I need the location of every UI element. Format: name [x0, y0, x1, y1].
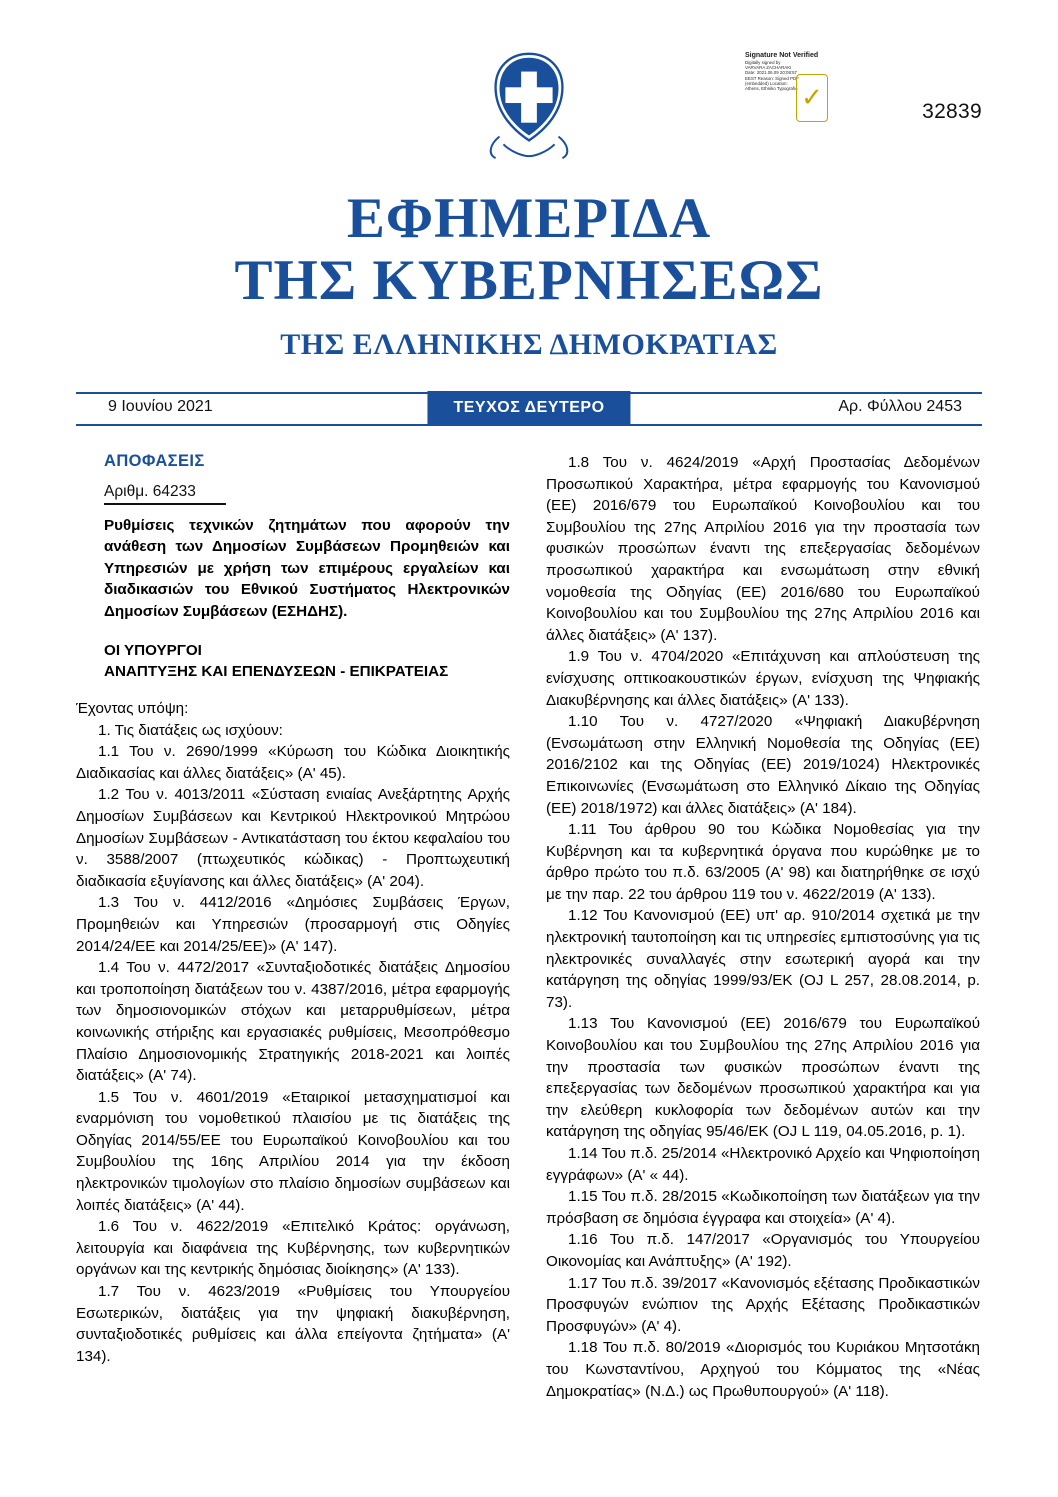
issue-info-bar	[76, 392, 982, 426]
publication-subtitle: ΤΗΣ ΕΛΛΗΝΙΚΗΣ ΔΗΜΟΚΡΑΤΙΑΣ	[280, 328, 778, 361]
publication-title-line1: ΕΦΗΜΕΡΙΔΑ	[346, 187, 712, 250]
signature-stamp	[745, 52, 830, 142]
paragraph: 1.16 Του π.δ. 147/2017 «Οργανισμός του Υπουργείου Οικονομίας και Ανάπτυξης» (Α' 192).	[546, 1231, 980, 1270]
paragraph: 1.9 Του ν. 4704/2020 «Επιτάχυνση και απλούστευση της ενίσχυσης οπτικοακουστικών έργων, ενίσχυση της Ψηφιακής Διακυβέρνησης και άλλες διατάξεις» (Α' 133).	[546, 648, 980, 709]
issue-type-badge: ΤΕΥΧΟΣ ΔΕΥΤΕΡΟ	[427, 391, 630, 424]
page-number: 32839	[922, 100, 982, 123]
publication-title-line2: ΤΗΣ ΚΥΒΕΡΝΗΣΕΩΣ	[234, 249, 824, 312]
paragraph: 1.12 Του Κανονισμού (ΕΕ) υπ' αρ. 910/2014 σχετικά με την ηλεκτρονική ταυτοποίηση και τις υπηρεσίες εμπιστοσύνης για τις ηλεκτρονικές συναλλαγές στην εσωτερική αγορά και την κατάργηση της οδηγίας 1999/93/ΕΚ (OJ L 257, 28.08.2014, p. 73).	[546, 907, 980, 1011]
signature-stamp-body: Digitally signed by VARVARA ZACHARAKI Date: 2021.06.09 20:08:57 EEST Reason: Signed PDF (embedded) Location: Athens, Ethniko Typografio	[745, 60, 799, 92]
paragraph: 1.11 Του άρθρου 90 του Κώδικα Νομοθεσίας για την Κυβέρνηση και τα κυβερνητικά όργανα που κυρώθηκε με το άρθρο πρώτο του π.δ. 63/2005 (Α' 98) και διατηρήθηκε σε ισχύ με την παρ. 22 του άρθρου 119 του ν. 4622/2019 (Α' 133).	[546, 821, 980, 903]
right-column	[546, 452, 980, 1402]
ministers-heading-line1: ΟΙ ΥΠΟΥΡΓΟΙ	[104, 642, 202, 659]
masthead	[0, 0, 1058, 362]
ministers-heading-line2: ΑΝΑΠΤΥΞΗΣ ΚΑΙ ΕΠΕΝΔΥΣΕΩΝ - ΕΠΙΚΡΑΤΕΙΑΣ	[104, 663, 449, 680]
greek-coat-of-arms-icon	[470, 46, 588, 164]
paragraph: 1.18 Του π.δ. 80/2019 «Διορισμός του Κυριάκου Μητσοτάκη του Κωνσταντίνου, Αρχηγού του Κόμματος της «Νέας Δημοκρατίας» (Ν.Δ.) ως Πρωθυπουργού» (Α' 118).	[546, 1339, 980, 1400]
paragraph: 1. Τις διατάξεις ως ισχύουν:	[98, 721, 283, 739]
paragraph: 1.17 Του π.δ. 39/2017 «Κανονισμός εξέτασης Προδικαστικών Προσφυγών ενώπιον της Αρχής Εξέτασης Προδικαστικών Προσφυγών» (Α' 4).	[546, 1274, 980, 1335]
decision-number: Αριθμ. 64233	[104, 483, 196, 500]
paragraph: 1.6 Του ν. 4622/2019 «Επιτελικό Κράτος: οργάνωση, λειτουργία και διαφάνεια της Κυβέρνησης, των κυβερνητικών οργάνων και της κεντρικής δημόσιας διοίκησης» (Α' 133).	[76, 1218, 510, 1279]
issue-sheet-number: Αρ. Φύλλου 2453	[838, 398, 962, 415]
paragraph: 1.2 Του ν. 4013/2011 «Σύσταση ενιαίας Ανεξάρτητης Αρχής Δημοσίων Συμβάσεων και Κεντρικού Ηλεκτρονικού Μητρώου Δημοσίων Συμβάσεων - Αντικατάσταση του έκτου κεφαλαίου του ν. 3588/2007 (πτωχευτικός κώδικας) - Προπτωχευτική διαδικασία εξυγίανσης και άλλες διατάξεις» (Α' 204).	[76, 786, 510, 890]
paragraph: 1.15 Του π.δ. 28/2015 «Κωδικοποίηση των διατάξεων για την πρόσβαση σε δημόσια έγγραφα και στοιχεία» (Α' 4).	[546, 1188, 980, 1227]
paragraph: 1.7 Του ν. 4623/2019 «Ρυθμίσεις του Υπουργείου Εσωτερικών, διατάξεις για την ψηφιακή διακυβέρνηση, συνταξιοδοτικές ρυθμίσεις και άλλα επείγοντα ζητήματα» (Α' 134).	[76, 1283, 510, 1365]
signature-stamp-title: Signature Not Verified	[745, 52, 819, 59]
signature-seal-icon: ✓	[796, 74, 828, 122]
paragraph: 1.10 Του ν. 4727/2020 «Ψηφιακή Διακυβέρνηση (Ενσωμάτωση στην Ελληνική Νομοθεσία της Οδηγίας (ΕΕ) 2016/2102 και της Οδηγίας (ΕΕ) 2019/1024) Ηλεκτρονικές Επικοινωνίες (Ενσωμάτωση στο Ελληνικό Δίκαιο της Οδηγίας (ΕΕ) 2018/1972) και άλλες διατάξεις» (Α' 184).	[546, 713, 980, 817]
body-columns	[76, 452, 982, 1402]
decision-number-underline	[104, 503, 226, 505]
section-title-decisions: ΑΠΟΦΑΣΕΙΣ	[104, 452, 205, 470]
left-column	[76, 452, 510, 1402]
paragraph: 1.3 Του ν. 4412/2016 «Δημόσιες Συμβάσεις Έργων, Προμηθειών και Υπηρεσιών (προσαρμογή στις Οδηγίες 2014/24/ΕΕ και 2014/25/ΕΕ)» (Α' 147).	[76, 894, 510, 955]
paragraph: 1.14 Του π.δ. 25/2014 «Ηλεκτρονικό Αρχείο και Ψηφιοποίηση εγγράφων» (Α' « 44).	[546, 1145, 980, 1184]
paragraph: Έχοντας υπόψη:	[76, 700, 189, 717]
paragraph: 1.5 Του ν. 4601/2019 «Εταιρικοί μετασχηματισμοί και εναρμόνιση του νομοθετικού πλαισίου με τις διατάξεις της Οδηγίας 2014/55/ΕΕ του Ευρωπαϊκού Κοινοβουλίου και του Συμβουλίου της 16ης Απριλίου 2014 για την έκδοση ηλεκτρονικών τιμολογίων στο πλαίσιο δημοσίων συμβάσεων και λοιπές διατάξεις» (Α' 44).	[76, 1088, 510, 1214]
decision-title: Ρυθμίσεις τεχνικών ζητημάτων που αφορούν την ανάθεση των Δημοσίων Συμβάσεων Προμηθειών και Υπηρεσιών με χρήση των επιμέρους εργαλείων και διαδικασιών του Εθνικού Συστήματος Ηλεκτρονικών Δημοσίων Συμβάσεων (ΕΣΗΔΗΣ).	[104, 516, 510, 620]
paragraph: 1.4 Του ν. 4472/2017 «Συνταξιοδοτικές διατάξεις Δημοσίου και τροποποίηση διατάξεων του ν. 4387/2016, μέτρα εφαρμογής των δημοσιονομικών στόχων και μεταρρυθμίσεων, μέτρα κοινωνικής στήριξης και εργασιακές ρυθμίσεις, Μεσοπρόθεσμο Πλαίσιο Δημοσιονομικής Στρατηγικής 2018-2021 και λοιπές διατάξεις» (Α' 74).	[76, 959, 510, 1085]
paragraph: 1.13 Του Κανονισμού (ΕΕ) 2016/679 του Ευρωπαϊκού Κοινοβουλίου και του Συμβουλίου της 27ης Απριλίου 2016 για την προστασία των φυσικών προσώπων έναντι της επεξεργασίας των δεδομένων προσωπικού χαρακτήρα και για την ελεύθερη κυκλοφορία των δεδομένων αυτών και την κατάργηση της οδηγίας 95/46/ΕΚ (OJ L 119, 04.05.2016, p. 1).	[546, 1015, 980, 1141]
paragraph: 1.1 Του ν. 2690/1999 «Κύρωση του Κώδικα Διοικητικής Διαδικασίας και άλλες διατάξεις» (Α' 45).	[76, 743, 510, 782]
issue-date: 9 Ιουνίου 2021	[108, 398, 213, 415]
paragraph: 1.8 Του ν. 4624/2019 «Αρχή Προστασίας Δεδομένων Προσωπικού Χαρακτήρα, μέτρα εφαρμογής του Κανονισμού (ΕΕ) 2016/679 του Ευρωπαϊκού Κοινοβουλίου και του Συμβουλίου της 27ης Απριλίου 2016 για την προστασία των φυσικών προσώπων έναντι της επεξεργασίας δεδομένων προσωπικού χαρακτήρα και ενσωμάτωση στην εθνική νομοθεσία της Οδηγίας (ΕΕ) 2016/680 του Ευρωπαϊκού Κοινοβουλίου και του Συμβουλίου της 27ης Απριλίου 2016 και άλλες διατάξεις» (Α' 137).	[546, 454, 980, 644]
info-rule-bottom	[76, 424, 982, 426]
